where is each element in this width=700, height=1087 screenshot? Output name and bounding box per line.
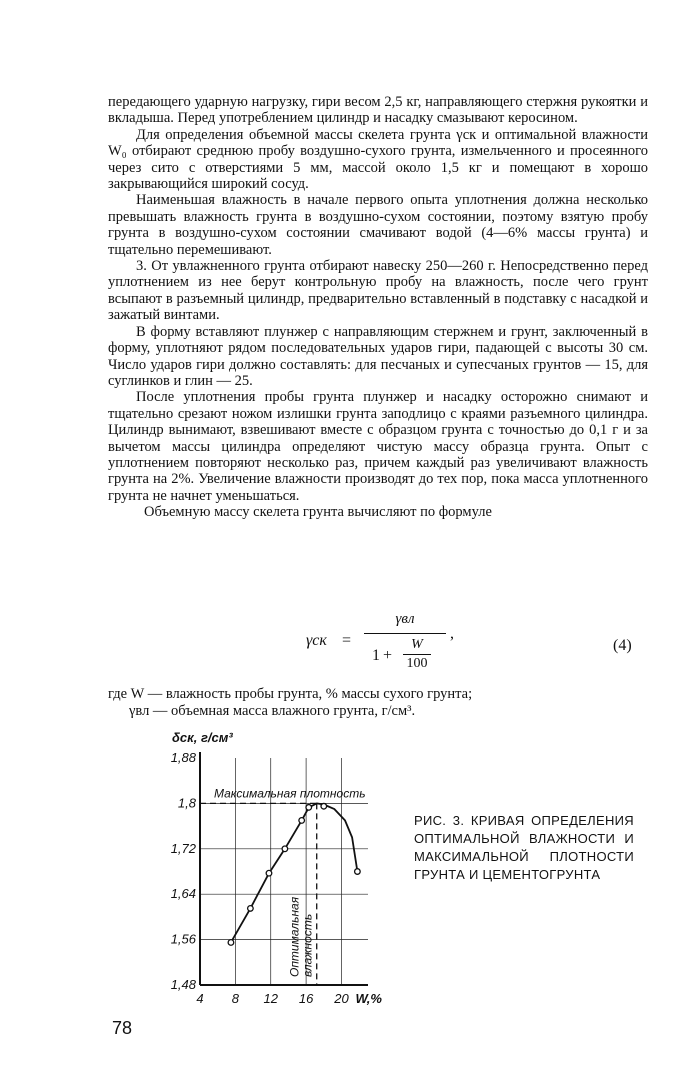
formula-one: 1 (372, 647, 380, 664)
paragraph: Для определения объемной массы скелета грунта γск и оптимальной влажности W₀ отбирают среднюю пробу воздушно-сухого грунта, измельченного и просеянного через сито с отверстиями 5 мм, массой около 1,5 кг и помещают в хорошо закрывающийся широкий сосуд. (108, 126, 648, 193)
paragraph: В форму вставляют плунжер с направляющим стержнем и грунт, заключенный в форму, уплотняют рядом последовательных ударов гири, падающей с высоты 30 см. Число ударов гири должно составлять: для песчаных и супесчаных грунтов — 15, для суглинков и глин — 25. (108, 323, 648, 389)
data-point (299, 818, 305, 824)
y-axis-label: δск, г/см³ (172, 730, 233, 745)
opt-moisture-label: влажность (300, 913, 315, 977)
data-point (306, 805, 312, 811)
formula-hundred: 100 (406, 656, 428, 671)
figure-caption: РИС. 3. КРИВАЯ ОПРЕДЕЛЕНИЯ ОПТИМАЛЬНОЙ ВЛАЖНОСТИ И МАКСИМАЛЬНОЙ ПЛОТНОСТИ ГРУНТА И ЦЕМЕНТОГРУНТА (414, 813, 634, 882)
legend-line-w: где W — влажность пробы грунта, % массы сухого грунта; (108, 686, 473, 702)
paragraph: После уплотнения пробы грунта плунжер и насадку осторожно снимают и тщательно срезают ножом излишки грунта заподлицо с краями разъемного цилиндра. Цилиндр вынимают, взвешивают вместе с образцом грунта с точностью до 0,1 г и за вычетом массы цилиндра определяют чистую массу образца грунта. Опыт с уплотнением повторяют несколько раз, причем каждый раз увеличивают влажность грунта на 2%. Увеличение влажности производят до тех пор, пока масса уплотненного грунта не начнет уменьшаться. (108, 389, 648, 504)
y-tick-label: 1,72 (170, 840, 196, 856)
x-tick-label: 8 (231, 991, 239, 1006)
formula-comma: , (450, 625, 454, 642)
chart-labels (172, 730, 382, 1006)
opt-moisture-label: Оптимальная (287, 896, 302, 977)
y-tick-label: 1,88 (170, 750, 196, 765)
y-tick-label: 1,8 (177, 795, 196, 811)
formula-numerator: γвл (395, 611, 415, 627)
paragraph: 3. От увлажненного грунта отбирают навеску 250—260 г. Непосредственно перед уплотнением из нее берут контрольную пробу на влажность, после чего грунт всыпают в разъемный цилиндр, предварительно вставленный в подставку с насадкой и зажатый винтами. (108, 258, 648, 324)
y-tick-label: 1,64 (170, 886, 196, 902)
paragraph: Наименьшая влажность в начале первого опыта уплотнения должна несколько превышать влажность грунта в воздушно-сухом состоянии, поэтому взятую пробу грунта в воздушно-сухом состоянии смачивают водой (4—6% массы грунта) и тщательно перемешивают. (108, 192, 648, 258)
x-tick-label: 16 (298, 991, 314, 1006)
paragraph: передающего ударную нагрузку, гири весом 2,5 кг, направляющего стержня рукоятки и вкладыша. Перед употреблением цилиндр и насадку смазывают керосином. (108, 94, 648, 127)
x-tick-label: 20 (334, 991, 349, 1006)
data-point (282, 846, 288, 852)
formula-plus: + (383, 647, 393, 664)
data-point (248, 906, 254, 912)
data-point (266, 870, 272, 876)
formula-w: W (411, 637, 423, 652)
y-tick-label: 1,56 (170, 931, 196, 947)
legend-line-gamma: γвл — объемная масса влажного грунта, г/см³. (129, 703, 416, 719)
x-tick-label: 4 (196, 991, 204, 1006)
formula-lhs: γск (306, 632, 327, 649)
x-tick-label: 12 (263, 991, 278, 1006)
page-number: 78 (112, 1018, 133, 1038)
y-tick-label: 1,48 (170, 977, 196, 992)
data-point (228, 940, 234, 946)
formula-intro: Объемную массу скелета грунта вычисляют по формуле (144, 504, 492, 521)
formula-equals: = (342, 632, 352, 649)
data-point (321, 803, 327, 809)
x-axis-label: W,% (355, 991, 382, 1006)
formula-number: (4) (613, 637, 632, 654)
max-density-label: Максимальная плотность (214, 786, 366, 801)
data-point (355, 869, 361, 875)
